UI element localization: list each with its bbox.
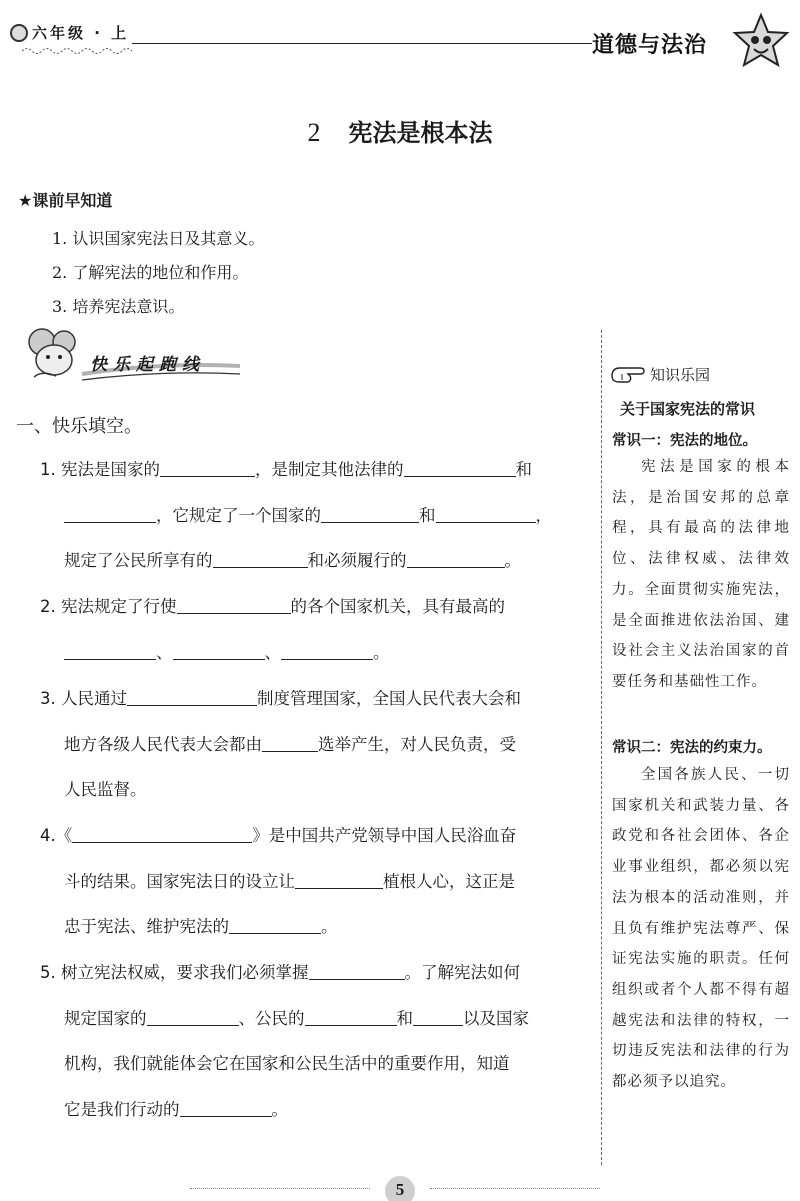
pointing-hand-icon [610,362,646,386]
banner-title: 快乐起跑线 [90,355,205,375]
q-text: 和 [419,505,436,525]
wave-decoration-icon [22,46,132,56]
lesson-title [0,113,800,148]
sidebar-item-title: 常识一：宪法的地位。 [612,433,757,449]
q-text: 。 [373,642,390,662]
answer-blank[interactable] [160,461,255,478]
q-text: 植根人心，这正是 [383,871,515,891]
q-text: 。了解宪法如何 [404,963,520,982]
part-title: 一、快乐填空。 [16,416,142,437]
q-text: 斗的结果。国家宪法日的设立让 [64,871,295,891]
q-text: 人民监督。 [64,780,147,799]
q-text: 选举产生，对人民负责，受 [318,734,516,754]
answer-blank[interactable] [147,1009,239,1026]
q-text: 5. 树立宪法权威，要求我们必须掌握 [40,963,309,982]
q-text: 和 [396,1008,413,1028]
q-text: 和必须履行的 [307,551,407,570]
question-1 [40,447,592,584]
q-text: ，它规定了一个国家的 [156,505,321,525]
q-text: 制度管理国家，全国人民代表大会和 [257,689,521,708]
answer-blank[interactable] [64,506,156,523]
answer-blank[interactable] [127,690,257,707]
question-3 [40,676,592,813]
q-text: 。 [504,551,521,570]
answer-blank[interactable] [180,1100,272,1117]
q-text: 、公民的 [238,1008,305,1028]
dot-icon [10,24,28,42]
answer-blank[interactable] [173,643,265,660]
q-text: 》是中国共产党领导中国人民浴血奋 [252,826,517,845]
star-mascot-icon [730,12,792,74]
footer-decoration [430,1188,600,1192]
header-rule [132,43,592,44]
question-5 [40,950,592,1132]
answer-blank[interactable] [295,872,383,889]
answer-blank[interactable] [281,643,373,660]
goal-item: 3. 培养宪法意识。 [52,297,185,316]
q-text: 规定国家的 [64,1008,147,1028]
sidebar-item-text: 宪法是国家的根本法，是治国安邦的总章程，具有最高的法律地位、法律权威、法律效力。全面贯彻实施宪法，是全面推进依法治国、建设社会主义法治国家的首要任务和基础性工作。 [612,459,790,690]
q-text: 的各个国家机关，具有最高的 [290,597,505,616]
answer-blank[interactable] [436,506,536,523]
q-text: 它是我们行动的 [64,1099,180,1119]
q-text: ，是制定其他法律的 [255,460,404,479]
q-text: 地方各级人民代表大会都由 [64,734,262,754]
q-text: 、 [264,642,281,662]
lesson-number: 2 [307,118,321,147]
sidebar-header [610,362,710,386]
q-text: 规定了公民所享有的 [64,551,213,570]
grade-text: 六年级 · 上 [32,24,130,42]
q-text: 以及国家 [463,1008,529,1028]
preview-heading: ★课前早知道 [18,191,113,210]
q-text: 、 [156,642,173,662]
sidebar-label: 知识乐园 [650,365,711,384]
sidebar-subtitle: 关于国家宪法的常识 [620,400,756,418]
answer-blank[interactable] [309,964,405,981]
answer-blank[interactable] [404,461,516,478]
answer-blank[interactable] [213,552,308,569]
q-text: 机构，我们就能体会它在国家和公民生活中的重要作用，知道 [64,1054,510,1073]
q-text: 1. 宪法是国家的 [40,460,160,479]
grade-label [10,22,129,43]
q-text: 。 [321,917,338,936]
answer-blank[interactable] [177,598,291,615]
answer-blank[interactable] [262,735,318,752]
q-text: 和 [515,460,532,479]
answer-blank[interactable] [407,552,505,569]
answer-blank[interactable] [229,918,321,935]
lesson-name: 宪法是根本法 [348,119,493,147]
sidebar-item-text: 全国各族人民、一切国家机关和武装力量、各政党和各社会团体、各企业事业组织，都必须以宪法为根本的活动准则，并且负有维护宪法尊严、保证宪法实施的职责。任何组织或者个人都不得有超越宪法和法律的特权，一切违反宪法和法律的行为都必须予以追究。 [612,767,790,1091]
footer-decoration [190,1188,370,1192]
q-text: 。 [271,1099,288,1119]
answer-blank[interactable] [72,827,252,844]
page-number: 5 [385,1176,415,1201]
answer-blank[interactable] [305,1009,397,1026]
goal-item: 2. 了解宪法的地位和作用。 [52,263,249,282]
answer-blank[interactable] [413,1009,463,1026]
q-text: 忠于宪法、维护宪法的 [64,917,229,936]
sidebar-item-title: 常识二：宪法的约束力。 [612,740,772,756]
q-text: 4.《 [40,826,73,845]
goal-item: 1. 认识国家宪法日及其意义。 [52,229,265,248]
answer-blank[interactable] [321,506,419,523]
answer-blank[interactable] [64,643,156,660]
q-text: 3. 人民通过 [40,689,127,708]
q-text: 2. 宪法规定了行使 [40,597,177,616]
q-text: ， [535,505,552,525]
question-2 [40,584,592,675]
question-4 [40,813,592,950]
sidebar-divider [601,330,602,1165]
subject-title: 道德与法治 [592,33,708,58]
